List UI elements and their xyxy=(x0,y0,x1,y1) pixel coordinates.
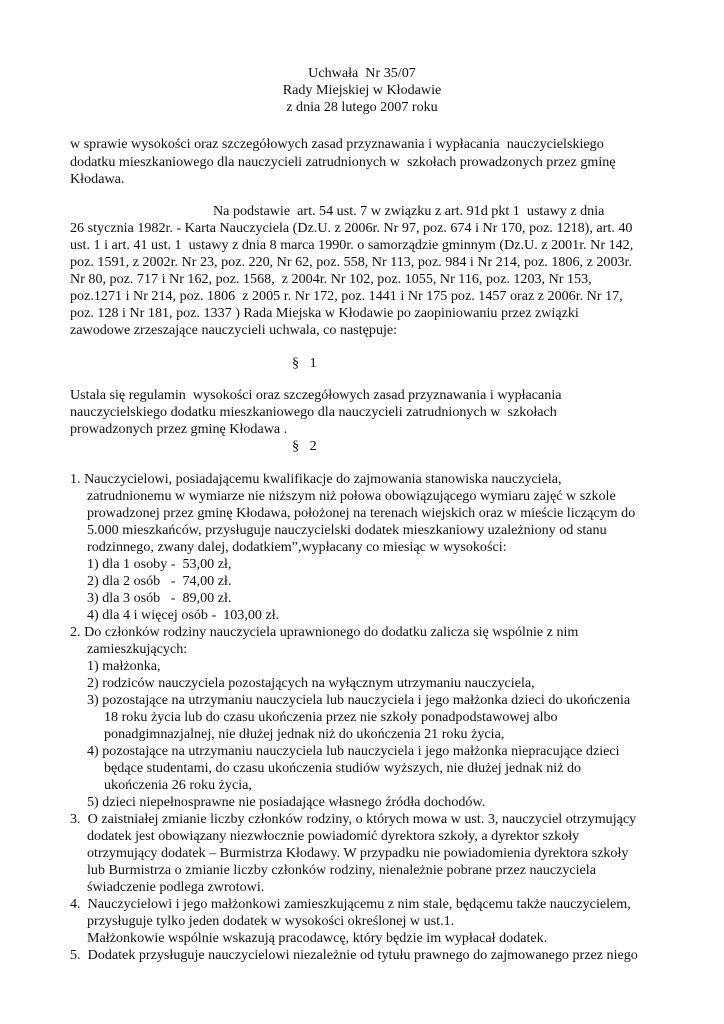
amount-item: 1) dla 1 osoby - 53,00 zł, xyxy=(87,556,232,572)
family-member-continuation: 18 roku życia lub do czasu ukończenia przez nie szkoły ponadpodstawowej albo xyxy=(104,709,558,725)
amount-item: 4) dla 4 i więcej osób - 103,00 zł. xyxy=(87,607,280,623)
subject-line: Kłodawa. xyxy=(70,171,125,187)
family-member-item: 3) pozostające na utrzymaniu nauczyciela lub nauczyciela i jego małżonka dzieci do ukończenia xyxy=(87,692,631,708)
list-item-continuation: przysługuje tylko jeden dodatek w wysokości określonej w ust.1. xyxy=(87,913,455,929)
amount-item: 3) dla 3 osób - 89,00 zł. xyxy=(87,590,232,606)
family-member-continuation: ponadgimnazjalnej, nie dłużej jednak niż do ukończenia 21 roku życia, xyxy=(104,726,505,742)
subject-line: w sprawie wysokości oraz szczegółowych zasad przyznawania i wypłacania nauczycielskiego xyxy=(70,136,604,152)
list-item-continuation: świadczenie podlega zwrotowi. xyxy=(87,879,265,895)
list-item-continuation: dodatek jest obowiązany niezwłocznie powiadomić dyrektora szkoły, a dyrektor szkoły xyxy=(87,828,580,844)
list-item-continuation: Małżonkowie wspólnie wskazują pracodawcę, który będzie im wypłacał dodatek. xyxy=(87,930,548,946)
list-item: 4. Nauczycielowi i jego małżonkowi zamieszkującemu z nim stale, będącemu także nauczycielem, xyxy=(70,896,631,912)
list-item-continuation: lub Burmistrza o zmianie liczby członków rodziny, nienależnie pobrane przez nauczyciela xyxy=(87,862,596,878)
council-name: Rady Miejskiej w Kłodawie xyxy=(282,82,442,98)
subject-line: dodatku mieszkaniowego dla nauczycieli zatrudnionych w szkołach prowadzonych przez gminę xyxy=(70,154,616,170)
preamble-line: zawodowe zrzeszające nauczycieli uchwala, co następuje: xyxy=(70,322,398,338)
family-member-item: 2) rodziców nauczyciela pozostających na wyłącznym utrzymaniu nauczyciela, xyxy=(87,675,535,691)
family-member-item: 4) pozostające na utrzymaniu nauczyciela lub nauczyciela i jego małżonka niepracujące dzieci xyxy=(87,743,620,759)
family-member-continuation: będące studentami, do czasu ukończenia studiów wyższych, nie dłużej jednak niż do xyxy=(104,760,582,776)
preamble-line: 26 stycznia 1982r. - Karta Nauczyciela (Dz.U. z 2006r. Nr 97, poz. 674 i Nr 170, poz. 1218), art. 40 xyxy=(70,220,633,236)
preamble-line: poz. 128 i Nr 181, poz. 1337 ) Rada Miejska w Kłodawie po zaopiniowaniu przez związki xyxy=(70,305,579,321)
list-item: 3. O zaistniałej zmianie liczby członków rodziny, o których mowa w ust. 3, nauczyciel otrzymujący xyxy=(70,811,637,827)
list-item-continuation: rodzinnego, zwany dalej, dodatkiem”,wypłacany co miesiąc w wysokości: xyxy=(87,539,507,555)
preamble-line: poz.1271 i Nr 214, poz. 1806 z 2005 r. Nr 172, poz. 1441 i Nr 175 poz. 1457 oraz z 2006r. Nr 17, xyxy=(70,288,623,304)
preamble-line: poz. 1591, z 2002r. Nr 23, poz. 220, Nr 62, poz. 558, Nr 113, poz. 984 i Nr 214, poz. 1806, z 2003r. xyxy=(70,254,632,270)
family-member-continuation: ukończenia 26 roku życia, xyxy=(104,777,252,793)
preamble-line: ust. 1 i art. 41 ust. 1 ustawy z dnia 8 marca 1990r. o samorządzie gminnym (Dz.U. z 2001r. Nr 142, xyxy=(70,237,634,253)
preamble-line: Nr 80, poz. 717 i Nr 162, poz. 1568, z 2004r. Nr 102, poz. 1055, Nr 116, poz. 1203, Nr 153, xyxy=(70,271,592,287)
amount-item: 2) dla 2 osób - 74,00 zł. xyxy=(87,573,232,589)
list-item-continuation: zamieszkujących: xyxy=(87,641,188,657)
preamble-line: Na podstawie art. 54 ust. 7 w związku z art. 91d pkt 1 ustawy z dnia xyxy=(213,203,605,219)
list-item-continuation: 5.000 mieszkańców, przysługuje nauczycielski dodatek mieszkaniowy uzależniony od stanu xyxy=(87,522,607,538)
section-2-heading: § 2 xyxy=(292,438,317,454)
list-item-continuation: otrzymujący dodatek – Burmistrza Kłodawy. W przypadku nie powiadomienia dyrektora szkoły xyxy=(87,845,629,861)
list-item: 1. Nauczycielowi, posiadającemu kwalifikacje do zajmowania stanowiska nauczyciela, xyxy=(70,471,562,487)
resolution-title: Uchwała Nr 35/07 xyxy=(308,65,416,81)
resolution-date: z dnia 28 lutego 2007 roku xyxy=(286,99,438,115)
list-item: 5. Dodatek przysługuje nauczycielowi niezależnie od tytułu prawnego do zajmowanego przez niego xyxy=(70,947,638,963)
list-item-continuation: zatrudnionemu w wymiarze nie niższym niż połowa obowiązującego wymiaru zajęć w szkole xyxy=(87,488,616,504)
list-item: 2. Do członków rodziny nauczyciela uprawnionego do dodatku zalicza się wspólnie z nim xyxy=(70,624,579,640)
section-1-text: nauczycielskiego dodatku mieszkaniowego dla nauczycieli zatrudnionych w szkołach xyxy=(70,404,557,420)
section-1-heading: § 1 xyxy=(292,355,317,371)
family-member-item: 5) dzieci niepełnosprawne nie posiadające własnego źródła dochodów. xyxy=(87,794,486,810)
family-member-item: 1) małżonka, xyxy=(87,658,161,674)
list-item-continuation: prowadzonej przez gminę Kłodawa, położonej na terenach wiejskich oraz w mieście liczącym do xyxy=(87,505,636,521)
section-1-text: Ustala się regulamin wysokości oraz szczegółowych zasad przyznawania i wypłacania xyxy=(70,387,562,403)
section-1-text: prowadzonych przez gminę Kłodawa . xyxy=(70,421,288,437)
